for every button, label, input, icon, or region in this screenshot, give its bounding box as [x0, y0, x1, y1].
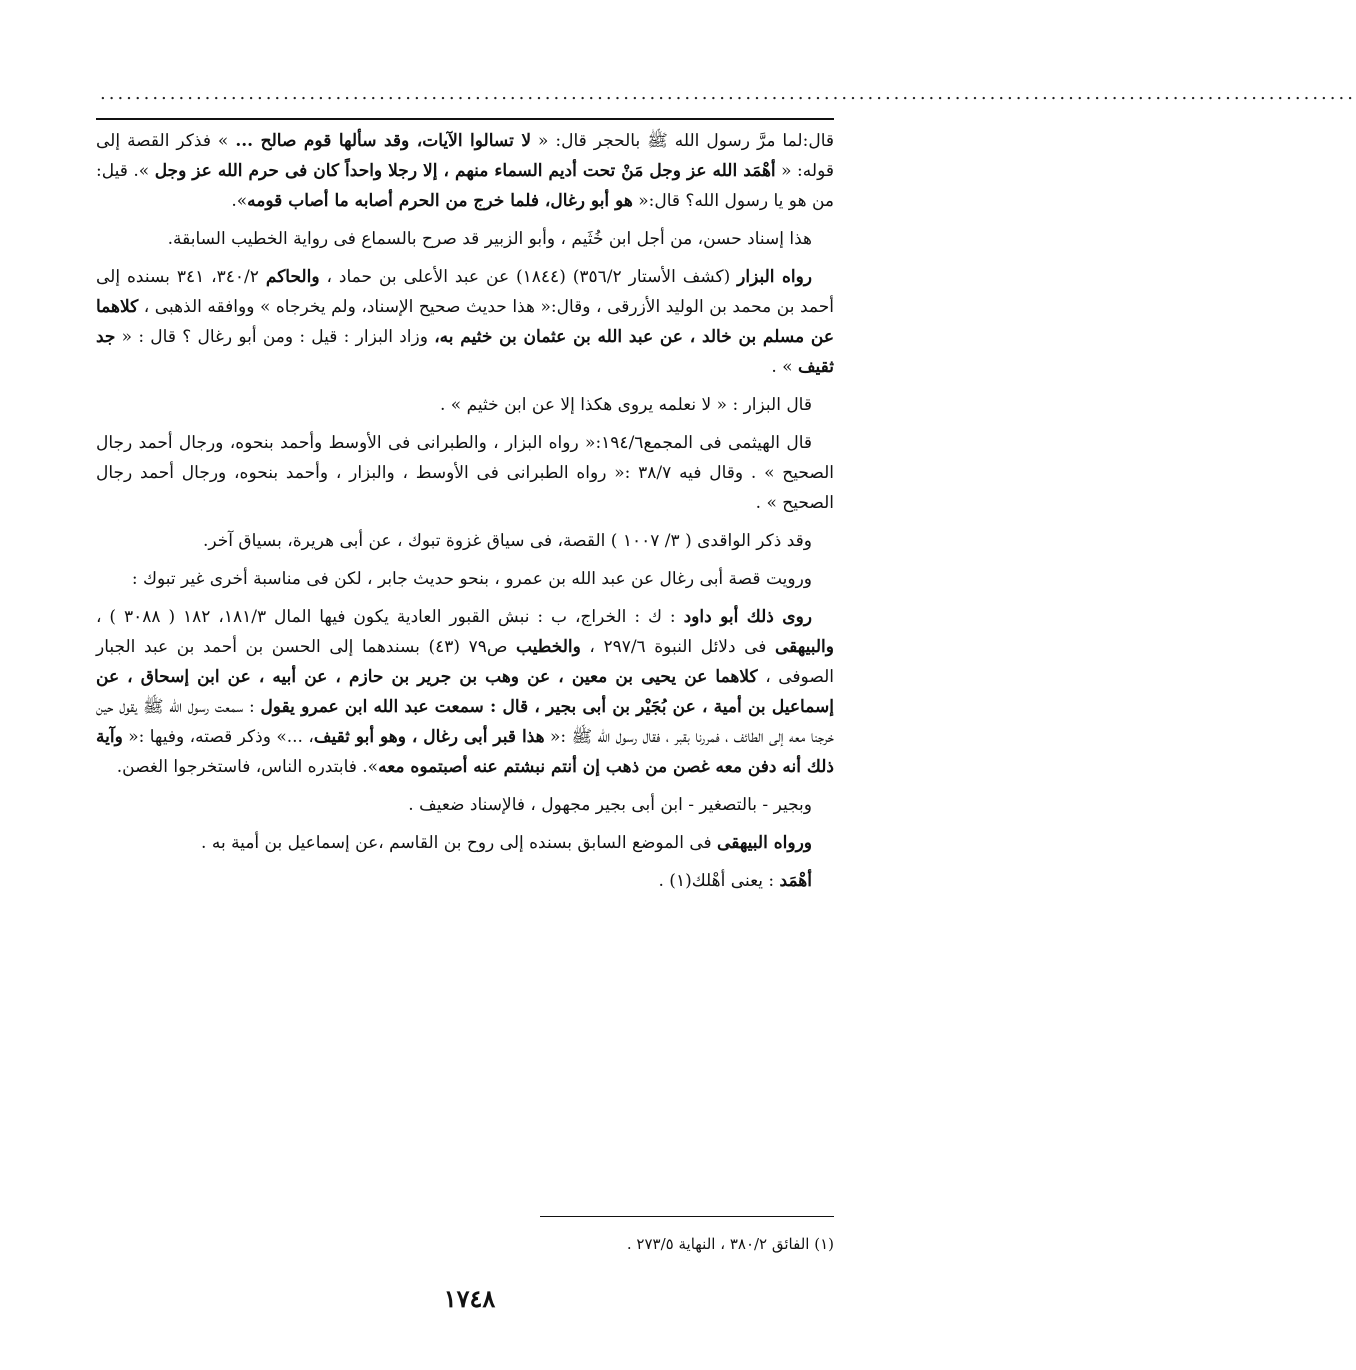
page-number: ١٧٤٨: [443, 1284, 496, 1313]
paragraph: [96, 828, 834, 858]
paragraph: [96, 790, 834, 820]
text-segment: ». قيل: من هو يا رسول الله؟ قال:«: [96, 161, 834, 211]
bold-text-segment: هو أبو رغال، فلما خرج من الحرم أصابه ما أصاب قومه: [247, 191, 633, 211]
text-segment: فى الموضع السابق بسنده إلى روح بن القاسم ،عن إسماعيل بن أمية به .: [201, 833, 718, 853]
text-segment: : سمعت رسول الله ﷺ يقول حين خرجنا معه إلى الطائف ، فمررنا بقبر ، فقال رسول الله ﷺ :«: [96, 697, 835, 747]
text-segment: » فذكر القصة إلى قوله: «: [96, 131, 834, 181]
paragraph: [96, 262, 834, 382]
bold-text-segment: وآية ذلك أنه دفن معه غصن من ذهب إن أنتم نبشتم عنه أصبتموه معه: [96, 727, 834, 777]
text-segment: ».: [231, 191, 248, 211]
bold-text-segment: والحاكم: [265, 267, 320, 287]
text-segment: : يعنى أهْلك(١) .: [658, 871, 780, 891]
text-segment: : ك : الخراج، ب : نبش القبور العادية يكون فيها المال ١٨١/٣، ١٨٢ ( ٣٠٨٨ ) ،: [96, 607, 684, 627]
bold-text-segment: أهْمَد الله عز وجل مَنْ تحت أديم السماء منهم ، إلا رجلا واحداً كان فى حرم الله عز وجل: [154, 161, 776, 181]
header-dotted-rule: ................................................................................................................................................: [100, 83, 1356, 104]
paragraph: [96, 390, 834, 420]
bold-text-segment: ورواه البيهقى: [717, 833, 812, 853]
header-rule: [96, 118, 834, 120]
text-segment: ». فابتدره الناس، فاستخرجوا الغصن.: [116, 757, 379, 777]
paragraph: [96, 602, 834, 782]
main-text: [96, 126, 834, 904]
paragraph: [96, 866, 834, 896]
bold-text-segment: روى ذلك أبو داود: [683, 607, 813, 627]
text-segment: هذا إسناد حسن، من أجل ابن خُثَيم ، وأبو الزبير قد صرح بالسماع فى رواية الخطيب السابقة.: [167, 229, 812, 249]
footnote: (١) الفائق ٣٨٠/٢ ، النهاية ٢٧٣/٥ .: [626, 1235, 834, 1253]
paragraph: [96, 526, 834, 556]
paragraph: [96, 224, 834, 254]
text-segment: وبجير - بالتصغير - ابن أبى بجير مجهول ، فالإسناد ضعيف .: [408, 795, 812, 815]
paragraph: [96, 428, 834, 518]
text-segment: ورويت قصة أبى رغال عن عبد الله بن عمرو ، بنحو حديث جابر ، لكن فى مناسبة أخرى غير تبوك :: [131, 569, 812, 589]
bold-text-segment: جد ثقيف: [96, 327, 834, 377]
text-segment: وزاد البزار : قيل : ومن أبو رغال ؟ قال : «: [115, 327, 435, 347]
bold-text-segment: والبيهقى: [775, 637, 834, 657]
bold-text-segment: كلاهما عن مسلم بن خالد ، عن عبد الله بن عثمان بن خثيم به،: [96, 297, 834, 347]
paragraph: [96, 126, 834, 216]
text-segment: (كشف الأستار ٣٥٦/٢) (١٨٤٤) عن عبد الأعلى بن حماد ،: [319, 267, 738, 287]
text-segment: ٣٤٠/٢، ٣٤١ بسنده إلى أحمد بن محمد بن الوليد الأزرقى ، وقال:« هذا حديث صحيح الإسناد، ولم يخرجاه » ووافقه الذهبى ،: [96, 267, 834, 317]
bold-text-segment: لا تسالوا الآيات، وقد سألها قوم صالح ...: [235, 131, 532, 151]
text-segment: فى دلائل النبوة ٢٩٧/٦ ،: [580, 637, 775, 657]
bold-text-segment: كلاهما عن يحيى بن معين ، عن وهب بن جرير بن حازم ، عن أبيه ، عن ابن إسحاق ، عن إسماعيل بن أمية ، عن بُجَيْر بن أبى بجير ، قال : سمعت عبد الله ابن عمرو يقول: [96, 667, 834, 717]
bold-text-segment: والخطيب: [515, 637, 581, 657]
bold-text-segment: رواه البزار: [737, 267, 813, 287]
bold-text-segment: هذا قبر أبى رغال ، وهو أبو ثقيف: [313, 727, 545, 747]
footnote-separator: [540, 1216, 834, 1217]
text-segment: قال الهيثمى فى المجمع١٩٤/٦:« رواه البزار ، والطبرانى فى الأوسط وأحمد بنحوه، ورجال أحمد رجال الصحيح » . وقال فيه ٣٨/٧ :« رواه الطبرانى فى الأوسط ، والبزار ، وأحمد بنحوه، ورجال أحمد رجال الصحيح » .: [96, 433, 834, 513]
text-segment: قال:لما مرَّ رسول الله ﷺ بالحجر قال: «: [531, 131, 834, 151]
paragraph: [96, 564, 834, 594]
text-segment: ، ...» وذكر قصته، وفيها :«: [122, 727, 314, 747]
text-segment: وقد ذكر الواقدى ( ٣/ ١٠٠٧ ) القصة، فى سياق غزوة تبوك ، عن أبى هريرة، بسياق آخر.: [202, 531, 812, 551]
text-segment: قال البزار : « لا نعلمه يروى هكذا إلا عن ابن خثيم » .: [440, 395, 812, 415]
text-segment: » .: [771, 357, 798, 377]
bold-text-segment: أهْمَد: [779, 871, 812, 891]
text-segment: ص٧٩ (٤٣) بسندهما إلى الحسن بن أحمد بن عبد الجبار الصوفى ،: [96, 637, 834, 687]
